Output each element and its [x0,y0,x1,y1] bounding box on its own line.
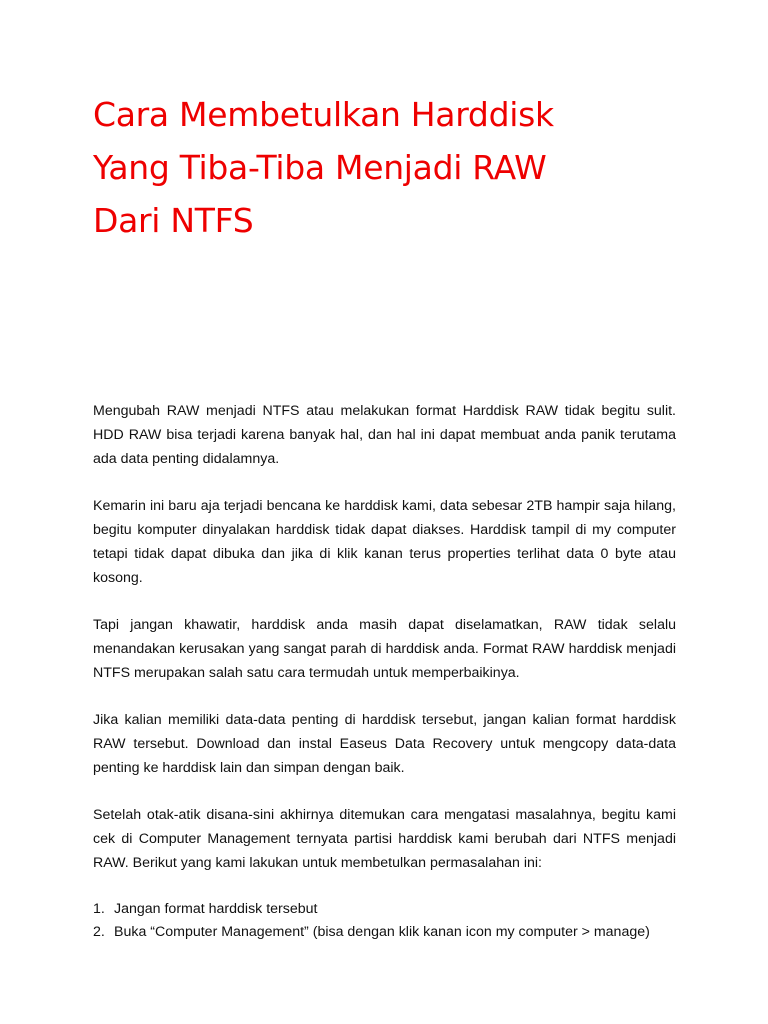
list-item-number: 1. [93,901,105,917]
paragraph: Tapi jangan khawatir, harddisk anda masih dapat diselamatkan, RAW tidak selalu menandakan kerusakan yang sangat parah di harddisk anda. Format RAW harddisk menjadi NTFS merupakan salah satu cara termudah untuk memperbaikinya. [93,617,676,681]
document-page [93,88,676,944]
list-item-number: 2. [93,924,105,940]
list-item [93,921,676,944]
list-item-text: Jangan format harddisk tersebut [114,901,318,917]
paragraph: Mengubah RAW menjadi NTFS atau melakukan format Harddisk RAW tidak begitu sulit. HDD RAW bisa terjadi karena banyak hal, dan hal ini dapat membuat anda panik terutama ada data penting didalamnya. [93,403,676,467]
paragraph: Jika kalian memiliki data-data penting di harddisk tersebut, jangan kalian format harddisk RAW tersebut. Download dan instal Easeus Data Recovery untuk mengcopy data-data penting ke harddisk lain dan simpan dengan baik. [93,712,676,776]
paragraph: Setelah otak-atik disana-sini akhirnya ditemukan cara mengatasi masalahnya, begitu kami cek di Computer Management ternyata partisi harddisk kami berubah dari NTFS menjadi RAW. Berikut yang kami lakukan untuk membetulkan permasalahan ini: [93,807,676,871]
title-line: Cara Membetulkan Harddisk [93,95,554,134]
steps-list [93,898,676,944]
title-line: Dari NTFS [93,201,254,240]
paragraph: Kemarin ini baru aja terjadi bencana ke harddisk kami, data sebesar 2TB hampir saja hilang, begitu komputer dinyalakan harddisk tidak dapat diakses. Harddisk tampil di my computer tetapi tidak dapat dibuka dan jika di klik kanan terus properties terlihat data 0 byte atau kosong. [93,498,676,586]
title-line: Yang Tiba-Tiba Menjadi RAW [93,148,547,187]
list-item-text: Buka “Computer Management” (bisa dengan klik kanan icon my computer > manage) [114,924,650,940]
list-item [93,898,676,921]
article-title [93,88,676,247]
article-body [93,399,676,944]
